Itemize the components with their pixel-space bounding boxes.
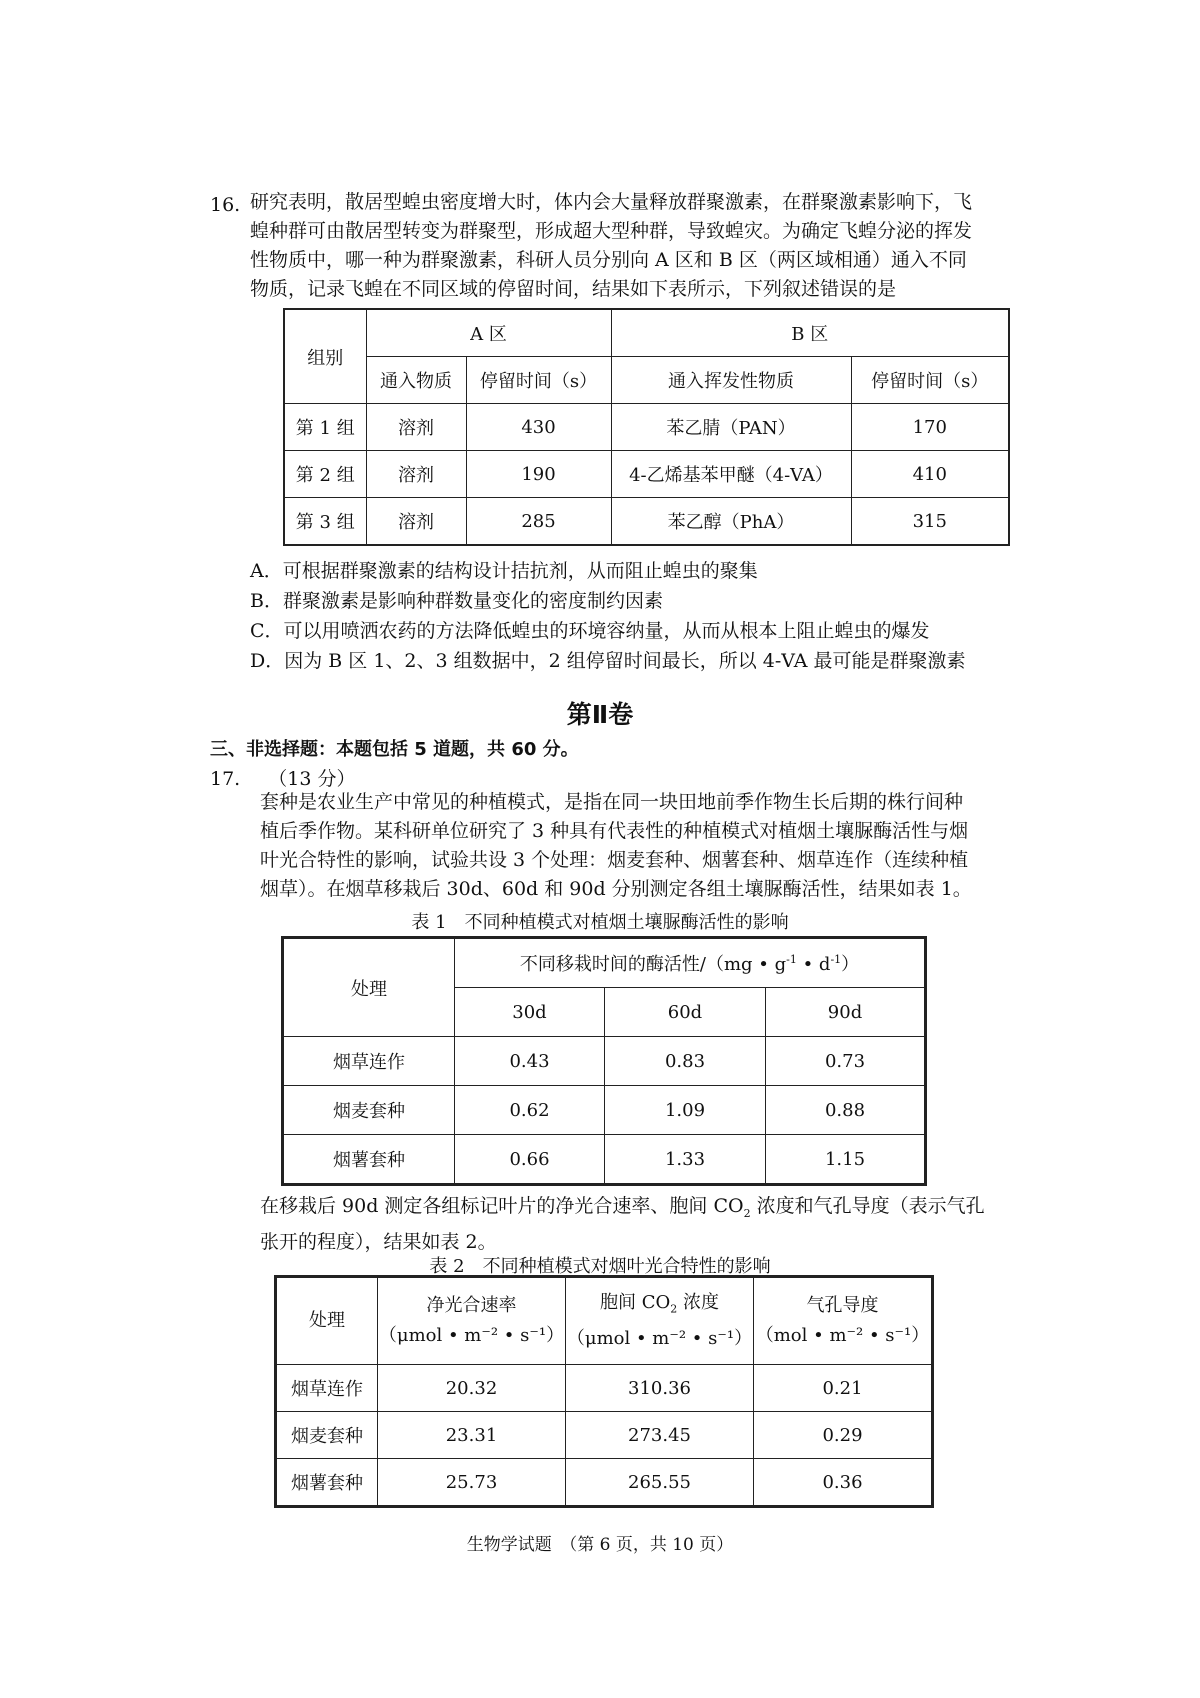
table-row bbox=[276, 1412, 933, 1459]
value-cell: 1.09 bbox=[605, 1086, 766, 1135]
treatment-cell: 烟薯套种 bbox=[276, 1459, 378, 1507]
stem-line: 植后季作物。某科研单位研究了 3 种具有代表性的种植模式对植烟土壤脲酶活性与烟 bbox=[260, 820, 969, 842]
a-time-cell: 190 bbox=[466, 451, 611, 498]
b-substance-cell: 苯乙腈（PAN） bbox=[611, 404, 851, 451]
value-cell: 0.66 bbox=[455, 1135, 605, 1185]
value-cell: 0.83 bbox=[605, 1037, 766, 1086]
stem-line: 蝗种群可由散居型转变为群聚型，形成超大型种群，导致蝗灾。为确定飞蝗分泌的挥发 bbox=[250, 220, 973, 242]
a-substance-cell: 溶剂 bbox=[366, 498, 466, 546]
value-cell: 1.15 bbox=[766, 1135, 926, 1185]
stem-line: 性物质中，哪一种为群聚激素，科研人员分别向 A 区和 B 区（两区域相通）通入不同 bbox=[250, 249, 967, 271]
value-cell: 310.36 bbox=[566, 1365, 754, 1412]
intro-line: 张开的程度），结果如表 2。 bbox=[260, 1230, 497, 1253]
conductance-header bbox=[754, 1277, 933, 1365]
col-a-substance: 通入物质 bbox=[366, 357, 466, 404]
table1-caption: 表 1 不同种植模式对植烟土壤脲酶活性的影响 bbox=[411, 912, 789, 933]
table-row bbox=[284, 451, 1009, 498]
value-cell: 265.55 bbox=[566, 1459, 754, 1507]
co2-unit: （μmol • m⁻² • s⁻¹） bbox=[566, 1328, 753, 1350]
stem-line: 叶光合特性的影响，试验共设 3 个处理：烟麦套种、烟薯套种、烟草连作（连续种植 bbox=[260, 849, 969, 871]
co2-header bbox=[566, 1277, 754, 1365]
table-row bbox=[283, 1086, 926, 1135]
intro-line bbox=[260, 1192, 985, 1228]
question-16-stem bbox=[250, 188, 972, 304]
page-footer: 生物学试题 （第 6 页，共 10 页） bbox=[466, 1535, 734, 1555]
option-d: D．因为 B 区 1、2、3 组数据中，2 组停留时间最长，所以 4-VA 最可能是群聚激素 bbox=[250, 650, 966, 672]
treatment-header: 处理 bbox=[283, 938, 455, 1037]
col-b-time: 停留时间（s） bbox=[851, 357, 1009, 404]
table-row bbox=[283, 1037, 926, 1086]
time-header: 60d bbox=[605, 988, 766, 1037]
section-title: 第Ⅱ卷 bbox=[566, 700, 634, 729]
option-a: A．可根据群聚激素的结构设计拮抗剂，从而阻止蝗虫的聚集 bbox=[250, 560, 758, 582]
group-cell: 第 3 组 bbox=[284, 498, 366, 546]
table-row bbox=[276, 1459, 933, 1507]
table-2 bbox=[274, 1275, 934, 1508]
unit-mid: • d bbox=[796, 954, 831, 975]
intro-text-b: 浓度和气孔导度（表示气孔 bbox=[750, 1195, 985, 1217]
rate-header bbox=[378, 1277, 566, 1365]
a-substance-cell: 溶剂 bbox=[366, 404, 466, 451]
treatment-cell: 烟草连作 bbox=[276, 1365, 378, 1412]
value-cell: 0.21 bbox=[754, 1365, 933, 1412]
unit-end: ） bbox=[841, 954, 860, 975]
stem-line: 研究表明，散居型蝗虫密度增大时，体内会大量释放群聚激素，在群聚激素影响下，飞 bbox=[250, 191, 973, 213]
group-header: 组别 bbox=[284, 309, 366, 404]
value-cell: 0.36 bbox=[754, 1459, 933, 1507]
table-row bbox=[284, 498, 1009, 546]
rate-name: 净光合速率 bbox=[426, 1295, 517, 1316]
a-time-cell: 285 bbox=[466, 498, 611, 546]
co2-name-b: 浓度 bbox=[677, 1291, 719, 1313]
option-b: B．群聚激素是影响种群数量变化的密度制约因素 bbox=[250, 590, 663, 612]
zone-a-header: A 区 bbox=[366, 309, 611, 357]
col-b-substance: 通入挥发性物质 bbox=[611, 357, 851, 404]
unit-exponent: -1 bbox=[830, 953, 842, 966]
a-time-cell: 430 bbox=[466, 404, 611, 451]
option-c: C．可以用喷洒农药的方法降低蝗虫的环境容纳量，从而从根本上阻止蝗虫的爆发 bbox=[250, 620, 930, 642]
time-header: 90d bbox=[766, 988, 926, 1037]
table-row bbox=[283, 1135, 926, 1185]
co2-name bbox=[566, 1288, 753, 1325]
question-16-number: 16. bbox=[210, 194, 241, 216]
value-cell: 0.29 bbox=[754, 1412, 933, 1459]
question-17-score: （13 分） bbox=[268, 768, 356, 790]
question-17-label: 17. bbox=[210, 768, 241, 790]
unit-exponent: -1 bbox=[786, 953, 797, 966]
intro-text-a: 在移栽后 90d 测定各组标记叶片的净光合速率、胞间 CO bbox=[260, 1195, 744, 1217]
value-cell: 0.43 bbox=[455, 1037, 605, 1086]
group-cell: 第 2 组 bbox=[284, 451, 366, 498]
co2-subscript: 2 bbox=[743, 1206, 751, 1220]
question-17-number bbox=[210, 764, 355, 791]
stem-line: 套种是农业生产中常见的种植模式，是指在同一块田地前季作物生长后期的株行间种 bbox=[260, 791, 964, 813]
value-cell: 20.32 bbox=[378, 1365, 566, 1412]
value-cell: 1.33 bbox=[605, 1135, 766, 1185]
col-a-time: 停留时间（s） bbox=[466, 357, 611, 404]
zone-b-header: B 区 bbox=[611, 309, 1009, 357]
b-time-cell: 315 bbox=[851, 498, 1009, 546]
value-cell: 25.73 bbox=[378, 1459, 566, 1507]
treatment-cell: 烟麦套种 bbox=[283, 1086, 455, 1135]
conductance-name: 气孔导度 bbox=[806, 1295, 879, 1316]
value-cell: 273.45 bbox=[566, 1412, 754, 1459]
table2-caption: 表 2 不同种植模式对烟叶光合特性的影响 bbox=[429, 1256, 771, 1277]
co2-subscript: 2 bbox=[670, 1302, 678, 1316]
table-1 bbox=[281, 936, 927, 1186]
treatment-header: 处理 bbox=[276, 1277, 378, 1365]
value-cell: 0.73 bbox=[766, 1037, 926, 1086]
group-cell: 第 1 组 bbox=[284, 404, 366, 451]
value-cell: 0.62 bbox=[455, 1086, 605, 1135]
value-cell: 0.88 bbox=[766, 1086, 926, 1135]
conductance-unit: （mol • m⁻² • s⁻¹） bbox=[755, 1325, 930, 1346]
treatment-cell: 烟草连作 bbox=[283, 1037, 455, 1086]
b-substance-cell: 4-乙烯基苯甲醚（4-VA） bbox=[611, 451, 851, 498]
co2-name-a: 胞间 CO bbox=[600, 1291, 671, 1313]
table-row bbox=[276, 1365, 933, 1412]
activity-header-text: 不同移栽时间的酶活性/（mg • g bbox=[519, 954, 787, 975]
stem-line: 烟草）。在烟草移栽后 30d、60d 和 90d 分别测定各组土壤脲酶活性，结果如表 1。 bbox=[260, 878, 972, 900]
b-time-cell: 410 bbox=[851, 451, 1009, 498]
stem-line: 物质，记录飞蝗在不同区域的停留时间，结果如下表所示，下列叙述错误的是 bbox=[250, 278, 897, 300]
table-q16 bbox=[283, 308, 1010, 546]
rate-unit: （μmol • m⁻² • s⁻¹） bbox=[378, 1325, 565, 1346]
time-header: 30d bbox=[455, 988, 605, 1037]
value-cell: 23.31 bbox=[378, 1412, 566, 1459]
treatment-cell: 烟薯套种 bbox=[283, 1135, 455, 1185]
a-substance-cell: 溶剂 bbox=[366, 451, 466, 498]
table-row bbox=[284, 404, 1009, 451]
treatment-cell: 烟麦套种 bbox=[276, 1412, 378, 1459]
question-17-stem bbox=[260, 788, 972, 904]
section-subtitle: 三、非选择题：本题包括 5 道题，共 60 分。 bbox=[210, 739, 579, 760]
activity-header bbox=[455, 938, 926, 988]
b-time-cell: 170 bbox=[851, 404, 1009, 451]
table2-intro bbox=[260, 1192, 985, 1257]
b-substance-cell: 苯乙醇（PhA） bbox=[611, 498, 851, 546]
